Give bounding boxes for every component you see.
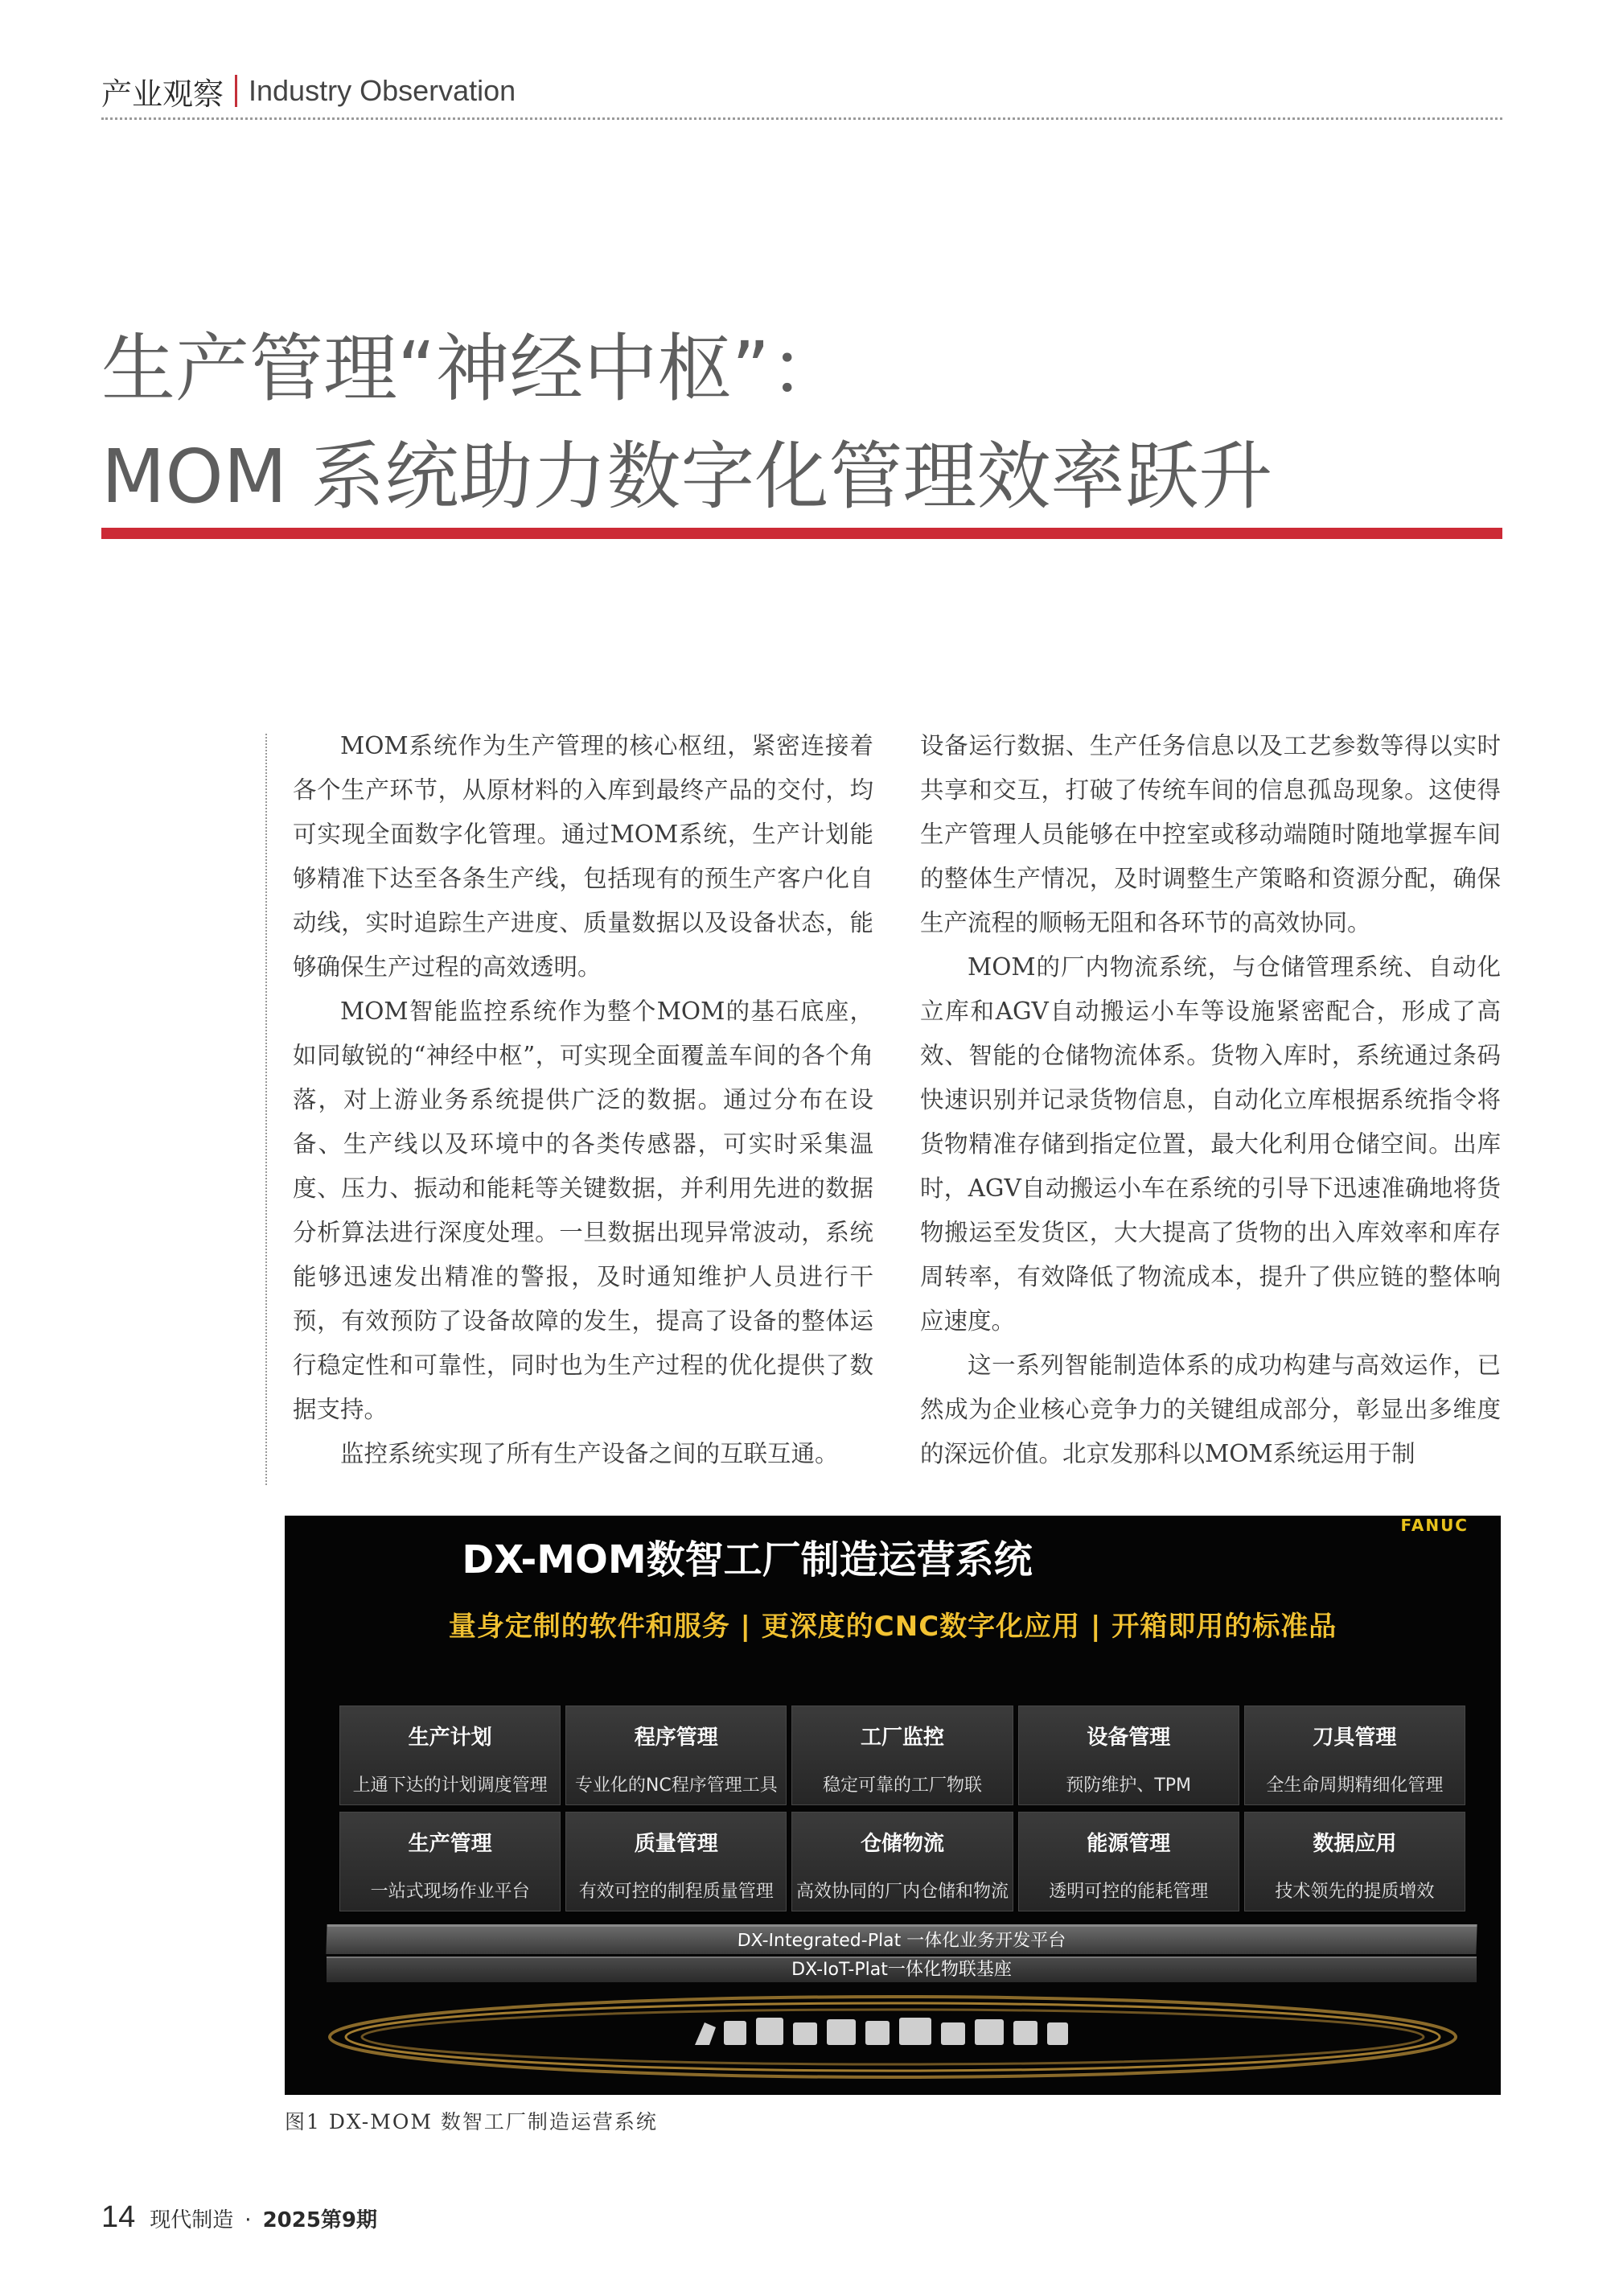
module-name: 刀具管理	[1313, 1726, 1397, 1750]
title-line-1: 生产管理“神经中枢”：	[101, 326, 844, 412]
page-footer	[101, 2200, 377, 2235]
body-paragraph: 这一系列智能制造体系的成功构建与高效运作，已然成为企业核心竞争力的关键组成部分，彰显出多维度的深远价值。北京发那科以MOM系统运用于制	[920, 1352, 1501, 1467]
figure-tagline: 量身定制的软件和服务 | 更深度的CNC数字化应用 | 开箱即用的标准品	[448, 1611, 1337, 1643]
page-number: 14	[101, 2200, 136, 2234]
module-name: 设备管理	[1087, 1726, 1171, 1750]
module-name: 仓储物流	[860, 1832, 944, 1856]
issue-label: 2025第9期	[262, 2208, 378, 2232]
module-desc: 上通下达的计划调度管理	[352, 1775, 548, 1796]
section-label-cn: 产业观察	[101, 76, 224, 112]
body-column-left	[293, 724, 873, 1476]
module-desc: 透明可控的能耗管理	[1049, 1882, 1209, 1902]
module-card	[1244, 1706, 1465, 1805]
module-card	[791, 1706, 1013, 1805]
body-paragraph: MOM的厂内物流系统，与仓储管理系统、自动化立库和AGV自动搬运小车等设施紧密配合，形成了高效、智能的仓储物流体系。货物入库时，系统通过条码快速识别并记录货物信息，自动化立库根据系统指令将货物精准存储到指定位置，最大化利用仓储空间。出库时，AGV自动搬运小车在系统的引导下迅速准确地将货物搬运至发货区，大大提高了货物的出入库效率和库存周转率，有效降低了物流成本，提升了供应链的整体响应速度。	[920, 953, 1501, 1335]
module-desc: 技术领先的提质增效	[1275, 1882, 1435, 1902]
module-card	[565, 1706, 787, 1805]
body-paragraph-continued: 设备运行数据、生产任务信息以及工艺参数等得以实时共享和交互，打破了传统车间的信息孤岛现象。这使得生产管理人员能够在中控室或移动端随时随地掌握车间的整体生产情况，及时调整生产策略和资源分配，确保生产流程的顺畅无阻和各环节的高效协同。	[920, 732, 1501, 936]
magazine-name: 现代制造	[150, 2208, 234, 2232]
footer-separator: ·	[244, 2208, 252, 2232]
module-card	[1244, 1812, 1465, 1911]
module-card	[339, 1812, 561, 1911]
module-desc: 高效协同的厂内仓储和物流	[795, 1882, 1009, 1902]
module-grid	[339, 1706, 1465, 1911]
module-name: 能源管理	[1087, 1832, 1171, 1856]
module-name: 数据应用	[1313, 1832, 1397, 1856]
section-divider-bar	[235, 75, 237, 107]
brand-logo: FANUC	[1400, 1516, 1469, 1535]
header-dotted-rule	[101, 117, 1502, 120]
body-paragraph: MOM智能监控系统作为整个MOM的基石底座，如同敏锐的“神经中枢”，可实现全面覆盖车间的各个角落，对上游业务系统提供广泛的数据。通过分布在设备、生产线以及环境中的各类传感器，可实时采集温度、压力、振动和能耗等关键数据，并利用先进的数据分析算法进行深度处理。一旦数据出现异常波动，系统能够迅速发出精准的警报，及时通知维护人员进行干预，有效预防了设备故障的发生，提高了设备的整体运行稳定性和可靠性，同时也为生产过程的优化提供了数据支持。	[293, 998, 873, 1423]
figure-dx-mom-diagram	[285, 1516, 1501, 2095]
body-paragraph: MOM系统作为生产管理的核心枢纽，紧密连接着各个生产环节，从原材料的入库到最终产品的交付，均可实现全面数字化管理。通过MOM系统，生产计划能够精准下达至各条生产线，包括现有的预生产客户化自动线，实时追踪生产进度、质量数据以及设备状态，能够确保生产过程的高效透明。	[293, 732, 873, 981]
figure-caption: 图1 DX-MOM 数智工厂制造运营系统	[285, 2110, 658, 2133]
platform-iot-base: DX-IoT-Plat一体化物联基座	[327, 1957, 1477, 1982]
section-header	[101, 69, 516, 113]
module-name: 工厂监控	[860, 1726, 944, 1750]
module-card	[565, 1812, 787, 1911]
body-paragraph: 监控系统实现了所有生产设备之间的互联互通。	[340, 1440, 839, 1467]
module-desc: 预防维护、TPM	[1066, 1775, 1192, 1796]
module-desc: 一站式现场作业平台	[370, 1882, 530, 1902]
platform-integrated: DX-Integrated-Plat 一体化业务开发平台	[326, 1924, 1477, 1954]
figure-title: DX-MOM数智工厂制造运营系统	[462, 1537, 1033, 1582]
module-name: 程序管理	[634, 1726, 718, 1750]
module-name: 质量管理	[634, 1832, 718, 1856]
article-title	[101, 315, 1502, 531]
column-dotted-divider	[265, 734, 267, 1485]
body-column-right	[920, 724, 1501, 1476]
title-red-rule	[101, 528, 1502, 539]
module-desc: 专业化的NC程序管理工具	[574, 1775, 778, 1796]
module-name: 生产计划	[408, 1726, 492, 1750]
module-name: 生产管理	[408, 1832, 492, 1856]
module-card	[1018, 1706, 1239, 1805]
module-card	[339, 1706, 561, 1805]
title-line-2: MOM 系统助力数字化管理效率跃升	[101, 434, 1273, 520]
module-card	[791, 1812, 1013, 1911]
machines-ring-illustration	[317, 1990, 1469, 2085]
module-desc: 有效可控的制程质量管理	[578, 1882, 774, 1902]
module-desc: 全生命周期精细化管理	[1266, 1775, 1444, 1796]
section-label-en: Industry Observation	[249, 74, 516, 107]
module-desc: 稳定可靠的工厂物联	[822, 1775, 982, 1796]
module-card	[1018, 1812, 1239, 1911]
